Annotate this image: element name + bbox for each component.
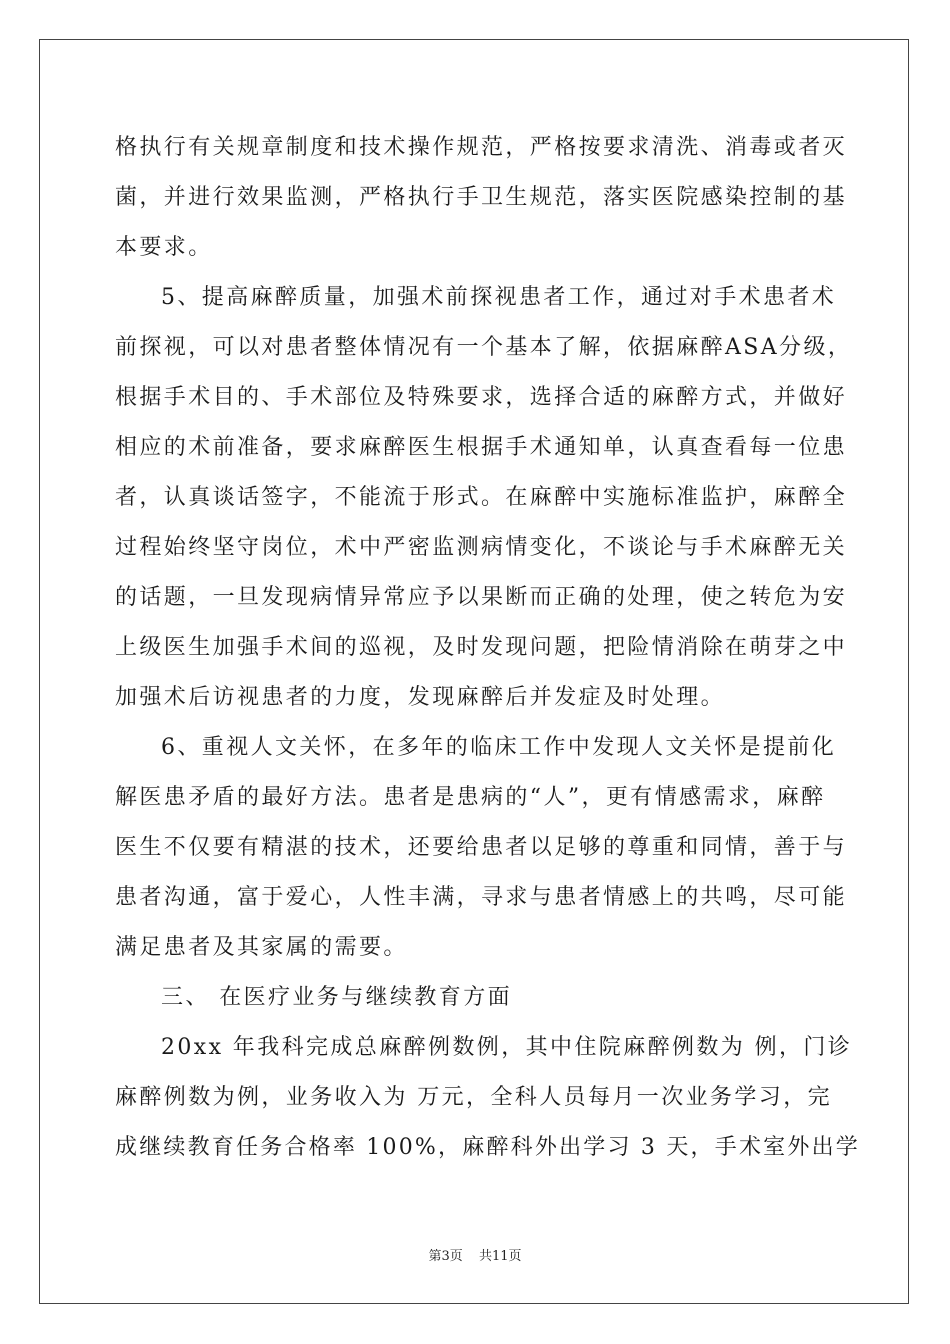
text-line: 根据手术目的、手术部位及特殊要求，选择合适的麻醉方式，并做好 bbox=[115, 385, 848, 410]
section-heading: 三、 在医疗业务与继续教育方面 bbox=[161, 985, 512, 1010]
text-line: 菌，并进行效果监测，严格执行手卫生规范，落实医院感染控制的基 bbox=[115, 185, 848, 210]
text-line: 前探视，可以对患者整体情况有一个基本了解，依据麻醉ASA分级， bbox=[115, 335, 853, 360]
paragraph-start-line: 5、提高麻醉质量，加强术前探视患者工作，通过对手术患者术 bbox=[161, 285, 837, 310]
text-line: 解医患矛盾的最好方法。患者是患病的“人”，更有情感需求，麻醉 bbox=[115, 785, 826, 810]
text-line: 医生不仅要有精湛的技术，还要给患者以足够的尊重和同情，善于与 bbox=[115, 835, 848, 860]
text-line: 本要求。 bbox=[115, 235, 213, 260]
text-line: 相应的术前准备，要求麻醉医生根据手术通知单，认真查看每一位患 bbox=[115, 435, 848, 460]
text-line: 成继续教育任务合格率 100%，麻醉科外出学习 3 天，手术室外出学 bbox=[115, 1135, 860, 1160]
page-number: 第3页 bbox=[428, 1249, 463, 1264]
text-line: 上级医生加强手术间的巡视，及时发现问题，把险情消除在萌芽之中 bbox=[115, 635, 848, 660]
text-line: 麻醉例数为例，业务收入为 万元，全科人员每月一次业务学习，完 bbox=[115, 1085, 832, 1110]
text-line: 患者沟通，富于爱心，人性丰满，寻求与患者情感上的共鸣，尽可能 bbox=[115, 885, 848, 910]
page-border bbox=[39, 39, 909, 1304]
text-line: 过程始终坚守岗位，术中严密监测病情变化，不谈论与手术麻醉无关 bbox=[115, 535, 848, 560]
text-line: 加强术后访视患者的力度，发现麻醉后并发症及时处理。 bbox=[115, 685, 726, 710]
text-line: 格执行有关规章制度和技术操作规范，严格按要求清洗、消毒或者灭 bbox=[115, 135, 848, 160]
page-total: 共11页 bbox=[478, 1249, 522, 1264]
text-line: 者，认真谈话签字，不能流于形式。在麻醉中实施标准监护，麻醉全 bbox=[115, 485, 848, 510]
page-footer bbox=[0, 1245, 950, 1264]
text-line: 的话题，一旦发现病情异常应予以果断而正确的处理，使之转危为安 bbox=[115, 585, 848, 610]
paragraph-start-line: 6、重视人文关怀，在多年的临床工作中发现人文关怀是提前化 bbox=[161, 735, 837, 760]
text-line: 满足患者及其家属的需要。 bbox=[115, 935, 408, 960]
paragraph-start-line: 20xx 年我科完成总麻醉例数例，其中住院麻醉例数为 例，门诊 bbox=[161, 1035, 853, 1060]
